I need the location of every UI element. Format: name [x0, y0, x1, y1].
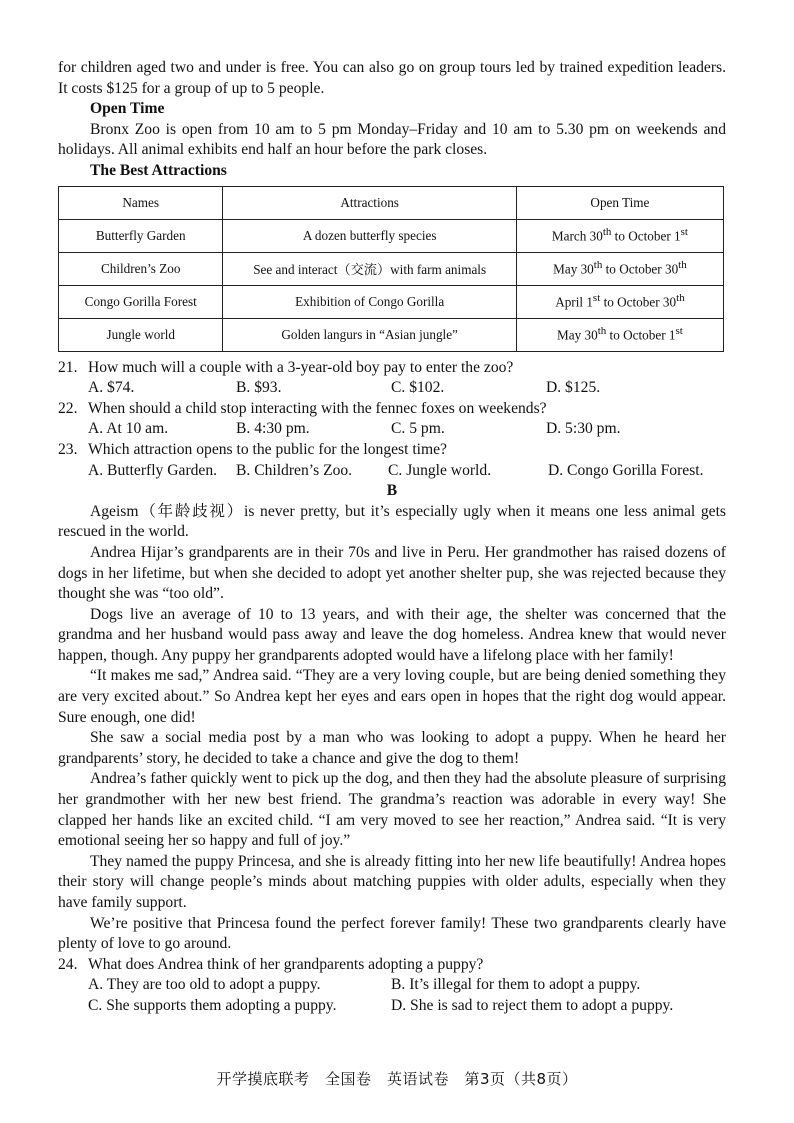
passage-b-paragraph: “It makes me sad,” Andrea said. “They are a very loving couple, but are being denied something they are very excited about.” So Andrea kept her eyes and ears open in hopes that the right dog would appear. Sure enough, one did!: [58, 667, 726, 726]
passage-a-continuation: for children aged two and under is free. You can also go on group tours led by trained expedition leaders. It costs $125 for a group of up to 5 people.: [58, 59, 726, 97]
attraction-name: Jungle world: [59, 318, 223, 351]
question-number: 22.: [58, 399, 78, 417]
passage-b-paragraph: She saw a social media post by a man who was looking to adopt a puppy. When he heard her grandparents’ story, he decided to take a chance and give the dog to them!: [58, 729, 726, 767]
question-text: Which attraction opens to the public for the longest time?: [88, 440, 447, 458]
table-row: [59, 318, 724, 351]
option-d[interactable]: D. 5:30 pm.: [546, 420, 621, 438]
attraction-name: Congo Gorilla Forest: [59, 285, 223, 318]
option-c[interactable]: C. $102.: [391, 379, 445, 397]
option-b[interactable]: B. 4:30 pm.: [236, 420, 310, 438]
attraction-desc: Exhibition of Congo Gorilla: [223, 285, 516, 318]
question-23: [58, 440, 726, 481]
table-row: [59, 219, 724, 252]
passage-b-paragraph: We’re positive that Princesa found the perfect forever family! These two grandparents clearly have plenty of love to go around.: [58, 914, 726, 953]
question-number: 21.: [58, 358, 78, 376]
option-d[interactable]: D. $125.: [546, 379, 601, 397]
attraction-desc: A dozen butterfly species: [223, 219, 516, 252]
attractions-table: [58, 186, 724, 352]
table-row: [59, 252, 724, 285]
section-b-heading: B: [386, 482, 398, 500]
passage-b-paragraph: Andrea Hijar’s grandparents are in their 70s and live in Peru. Her grandmother has raised dozens of dogs in her lifetime, but when she decided to adopt yet another shelter pup, she was rejected because they thought she was “too old”.: [58, 543, 726, 603]
passage-b-paragraph: Dogs live an average of 10 to 13 years, and with their age, the shelter was concerned that the grandma and her husband would pass away and leave the dog homeless. Andrea knew that would never happen, though. Any puppy her grandparents adopted would have a lifelong place with her family!: [58, 605, 726, 664]
option-a[interactable]: A. Butterfly Garden.: [88, 461, 218, 479]
option-d[interactable]: D. Congo Gorilla Forest.: [548, 461, 704, 479]
question-number: 23.: [58, 440, 78, 458]
option-b[interactable]: B. It’s illegal for them to adopt a puppy.: [391, 976, 641, 994]
exam-page: [58, 58, 726, 1017]
option-c[interactable]: C. She supports them adopting a puppy.: [88, 996, 337, 1014]
table-header-row: [59, 186, 724, 219]
question-text: When should a child stop interacting with the fennec foxes on weekends?: [88, 399, 547, 417]
table-header-cell: Open Time: [516, 186, 723, 219]
option-d[interactable]: D. She is sad to reject them to adopt a puppy.: [391, 996, 674, 1014]
attraction-open-time: May 30th to October 30th: [516, 252, 723, 285]
attraction-name: Children’s Zoo: [59, 252, 223, 285]
question-text: What does Andrea think of her grandparents adopting a puppy?: [88, 955, 484, 973]
attraction-desc: Golden langurs in “Asian jungle”: [223, 318, 516, 351]
table-row: [59, 285, 724, 318]
open-time-text: Bronx Zoo is open from 10 am to 5 pm Monday–Friday and 10 am to 5.30 pm on weekends and holidays. All animal exhibits end half an hour before the park closes.: [58, 120, 726, 159]
attraction-open-time: April 1st to October 30th: [516, 285, 723, 318]
passage-b-paragraph: They named the puppy Princesa, and she is already fitting into her new life beautifully! Andrea hopes their story will change people’s minds about matching puppies with older adults, especially when they have family support.: [58, 852, 726, 911]
attraction-name: Butterfly Garden: [59, 219, 223, 252]
option-a[interactable]: A. They are too old to adopt a puppy.: [88, 976, 321, 994]
attraction-open-time: May 30th to October 1st: [516, 318, 723, 351]
option-c[interactable]: C. 5 pm.: [391, 420, 445, 438]
question-22: [58, 399, 726, 440]
question-number: 24.: [58, 955, 78, 973]
attraction-desc: See and interact（交流）with farm animals: [223, 252, 516, 285]
attractions-heading: The Best Attractions: [90, 161, 227, 179]
page-footer: 开学摸底联考 全国卷 英语试卷 第3页（共8页）: [216, 1070, 578, 1088]
table-header-cell: Attractions: [223, 186, 516, 219]
option-a[interactable]: A. At 10 am.: [88, 420, 169, 438]
option-b[interactable]: B. Children’s Zoo.: [236, 461, 353, 479]
question-text: How much will a couple with a 3-year-old boy pay to enter the zoo?: [88, 358, 514, 376]
option-a[interactable]: A. $74.: [88, 379, 135, 397]
passage-b-paragraph: Andrea’s father quickly went to pick up the dog, and then they had the absolute pleasure of surprising her grandmother with her new best friend. The grandma’s reaction was adorable in every way! She clapped her hands like an excited child. “I am very moved to see her reaction,” Andrea said. “It is very emotional seeing her so happy and full of joy.”: [58, 770, 726, 850]
option-c[interactable]: C. Jungle world.: [388, 461, 492, 479]
table-header-cell: Names: [59, 186, 223, 219]
option-b[interactable]: B. $93.: [236, 379, 282, 397]
question-24: [58, 955, 726, 1017]
attraction-open-time: March 30th to October 1st: [516, 219, 723, 252]
question-21: [58, 358, 726, 399]
passage-b-paragraph: Ageism（年龄歧视）is never pretty, but it’s especially ugly when it means one less animal gets rescued in the world.: [58, 502, 726, 541]
open-time-heading: Open Time: [90, 100, 165, 118]
